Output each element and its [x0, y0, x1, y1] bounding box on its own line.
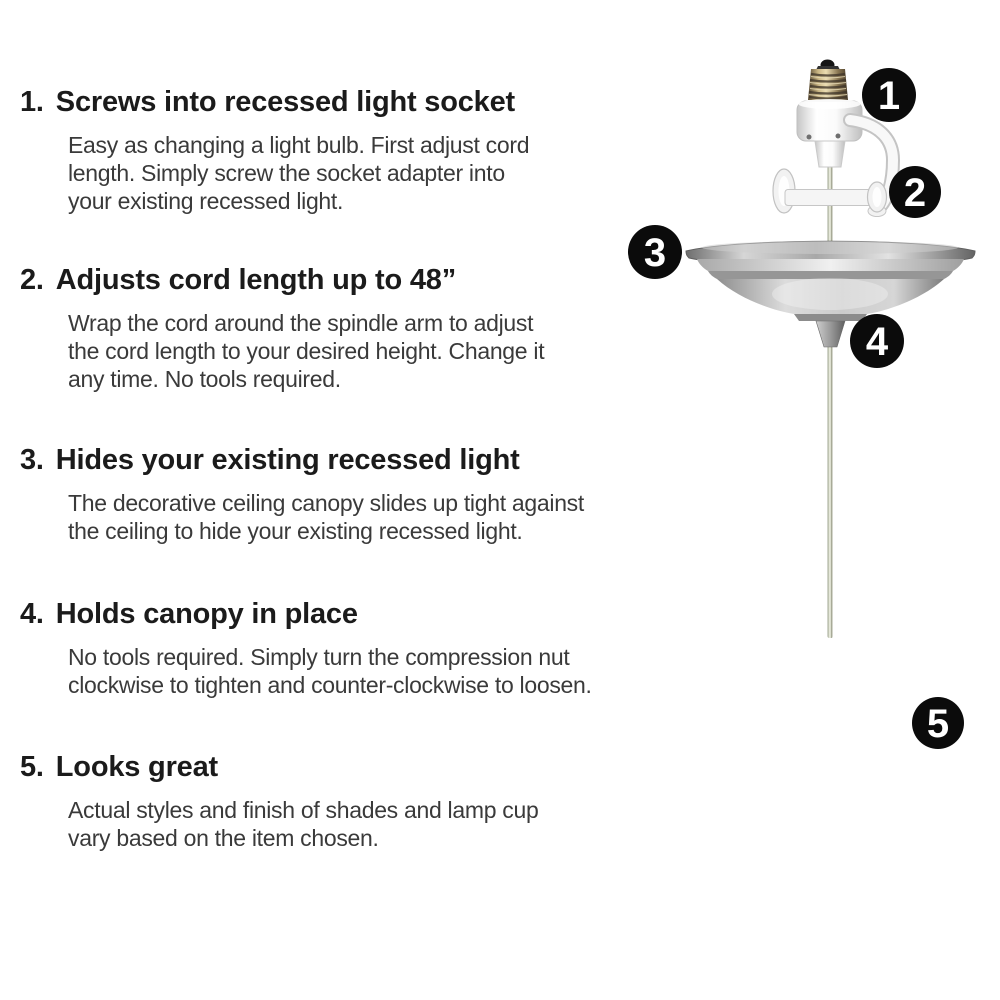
callout-1-badge: [862, 68, 916, 122]
step-section-2: [20, 263, 680, 393]
callout-3-label: 3: [643, 231, 667, 275]
product-illustration: [600, 0, 1000, 1000]
step-2-line: Wrap the cord around the spindle arm to adjust: [68, 310, 534, 336]
step-1-heading: [20, 85, 680, 119]
step-4-description: [68, 643, 680, 699]
step-2-line: the cord length to your desired height. Change it: [68, 338, 545, 364]
step-1-line: Easy as changing a light bulb. First adjust cord: [68, 132, 530, 158]
step-5-description: [68, 796, 680, 852]
adapter-screw: [836, 134, 841, 139]
step-5-line: Actual styles and finish of shades and lamp cup: [68, 797, 539, 823]
step-section-1: [20, 85, 680, 215]
adapter-neck: [815, 141, 845, 167]
ceiling-canopy: [686, 241, 975, 347]
callout-4-badge: [850, 314, 904, 368]
step-3-heading: [20, 443, 680, 477]
callout-3-badge: [628, 225, 682, 279]
step-3-description: [68, 489, 680, 545]
step-4-line: No tools required. Simply turn the compression nut: [68, 644, 570, 670]
step-2-number: 2.: [20, 264, 44, 296]
step-5-heading: [20, 750, 680, 784]
step-1-title: Screws into recessed light socket: [55, 86, 515, 118]
step-2-heading: [20, 263, 680, 297]
callout-5-label: 5: [926, 702, 950, 746]
step-3-number: 3.: [20, 444, 44, 476]
step-5-number: 5.: [20, 751, 44, 783]
step-2-line: any time. No tools required.: [68, 366, 341, 392]
step-4-line: clockwise to tighten and counter-clockwise to loosen.: [68, 672, 592, 698]
socket-adapter: [797, 99, 862, 167]
step-1-line: length. Simply screw the socket adapter into: [68, 160, 505, 186]
step-1-line: your existing recessed light.: [68, 188, 344, 214]
callout-5-badge: [912, 697, 964, 749]
cord: [828, 164, 833, 638]
step-4-number: 4.: [20, 598, 44, 630]
step-1-number: 1.: [20, 86, 44, 118]
step-2-title: Adjusts cord length up to 48”: [55, 264, 457, 296]
step-3-line: The decorative ceiling canopy slides up tight against: [68, 490, 584, 516]
adapter-screw: [807, 135, 812, 140]
step-3-title: Hides your existing recessed light: [55, 444, 520, 476]
screw-base: [808, 60, 848, 101]
step-5-title: Looks great: [55, 751, 218, 783]
step-5-line: vary based on the item chosen.: [68, 825, 379, 851]
step-3-line: the ceiling to hide your existing recessed light.: [68, 518, 523, 544]
step-4-heading: [20, 597, 680, 631]
step-section-5: [20, 750, 680, 852]
compression-nut: [816, 321, 845, 347]
callout-2-badge: [889, 166, 941, 218]
callout-4-label: 4: [865, 320, 889, 364]
callout-2-label: 2: [903, 171, 927, 215]
callout-1-label: 1: [877, 74, 901, 118]
step-4-title: Holds canopy in place: [55, 598, 358, 630]
step-section-4: [20, 597, 680, 699]
step-2-description: [68, 309, 680, 393]
step-section-3: [20, 443, 680, 545]
step-1-description: [68, 131, 680, 215]
